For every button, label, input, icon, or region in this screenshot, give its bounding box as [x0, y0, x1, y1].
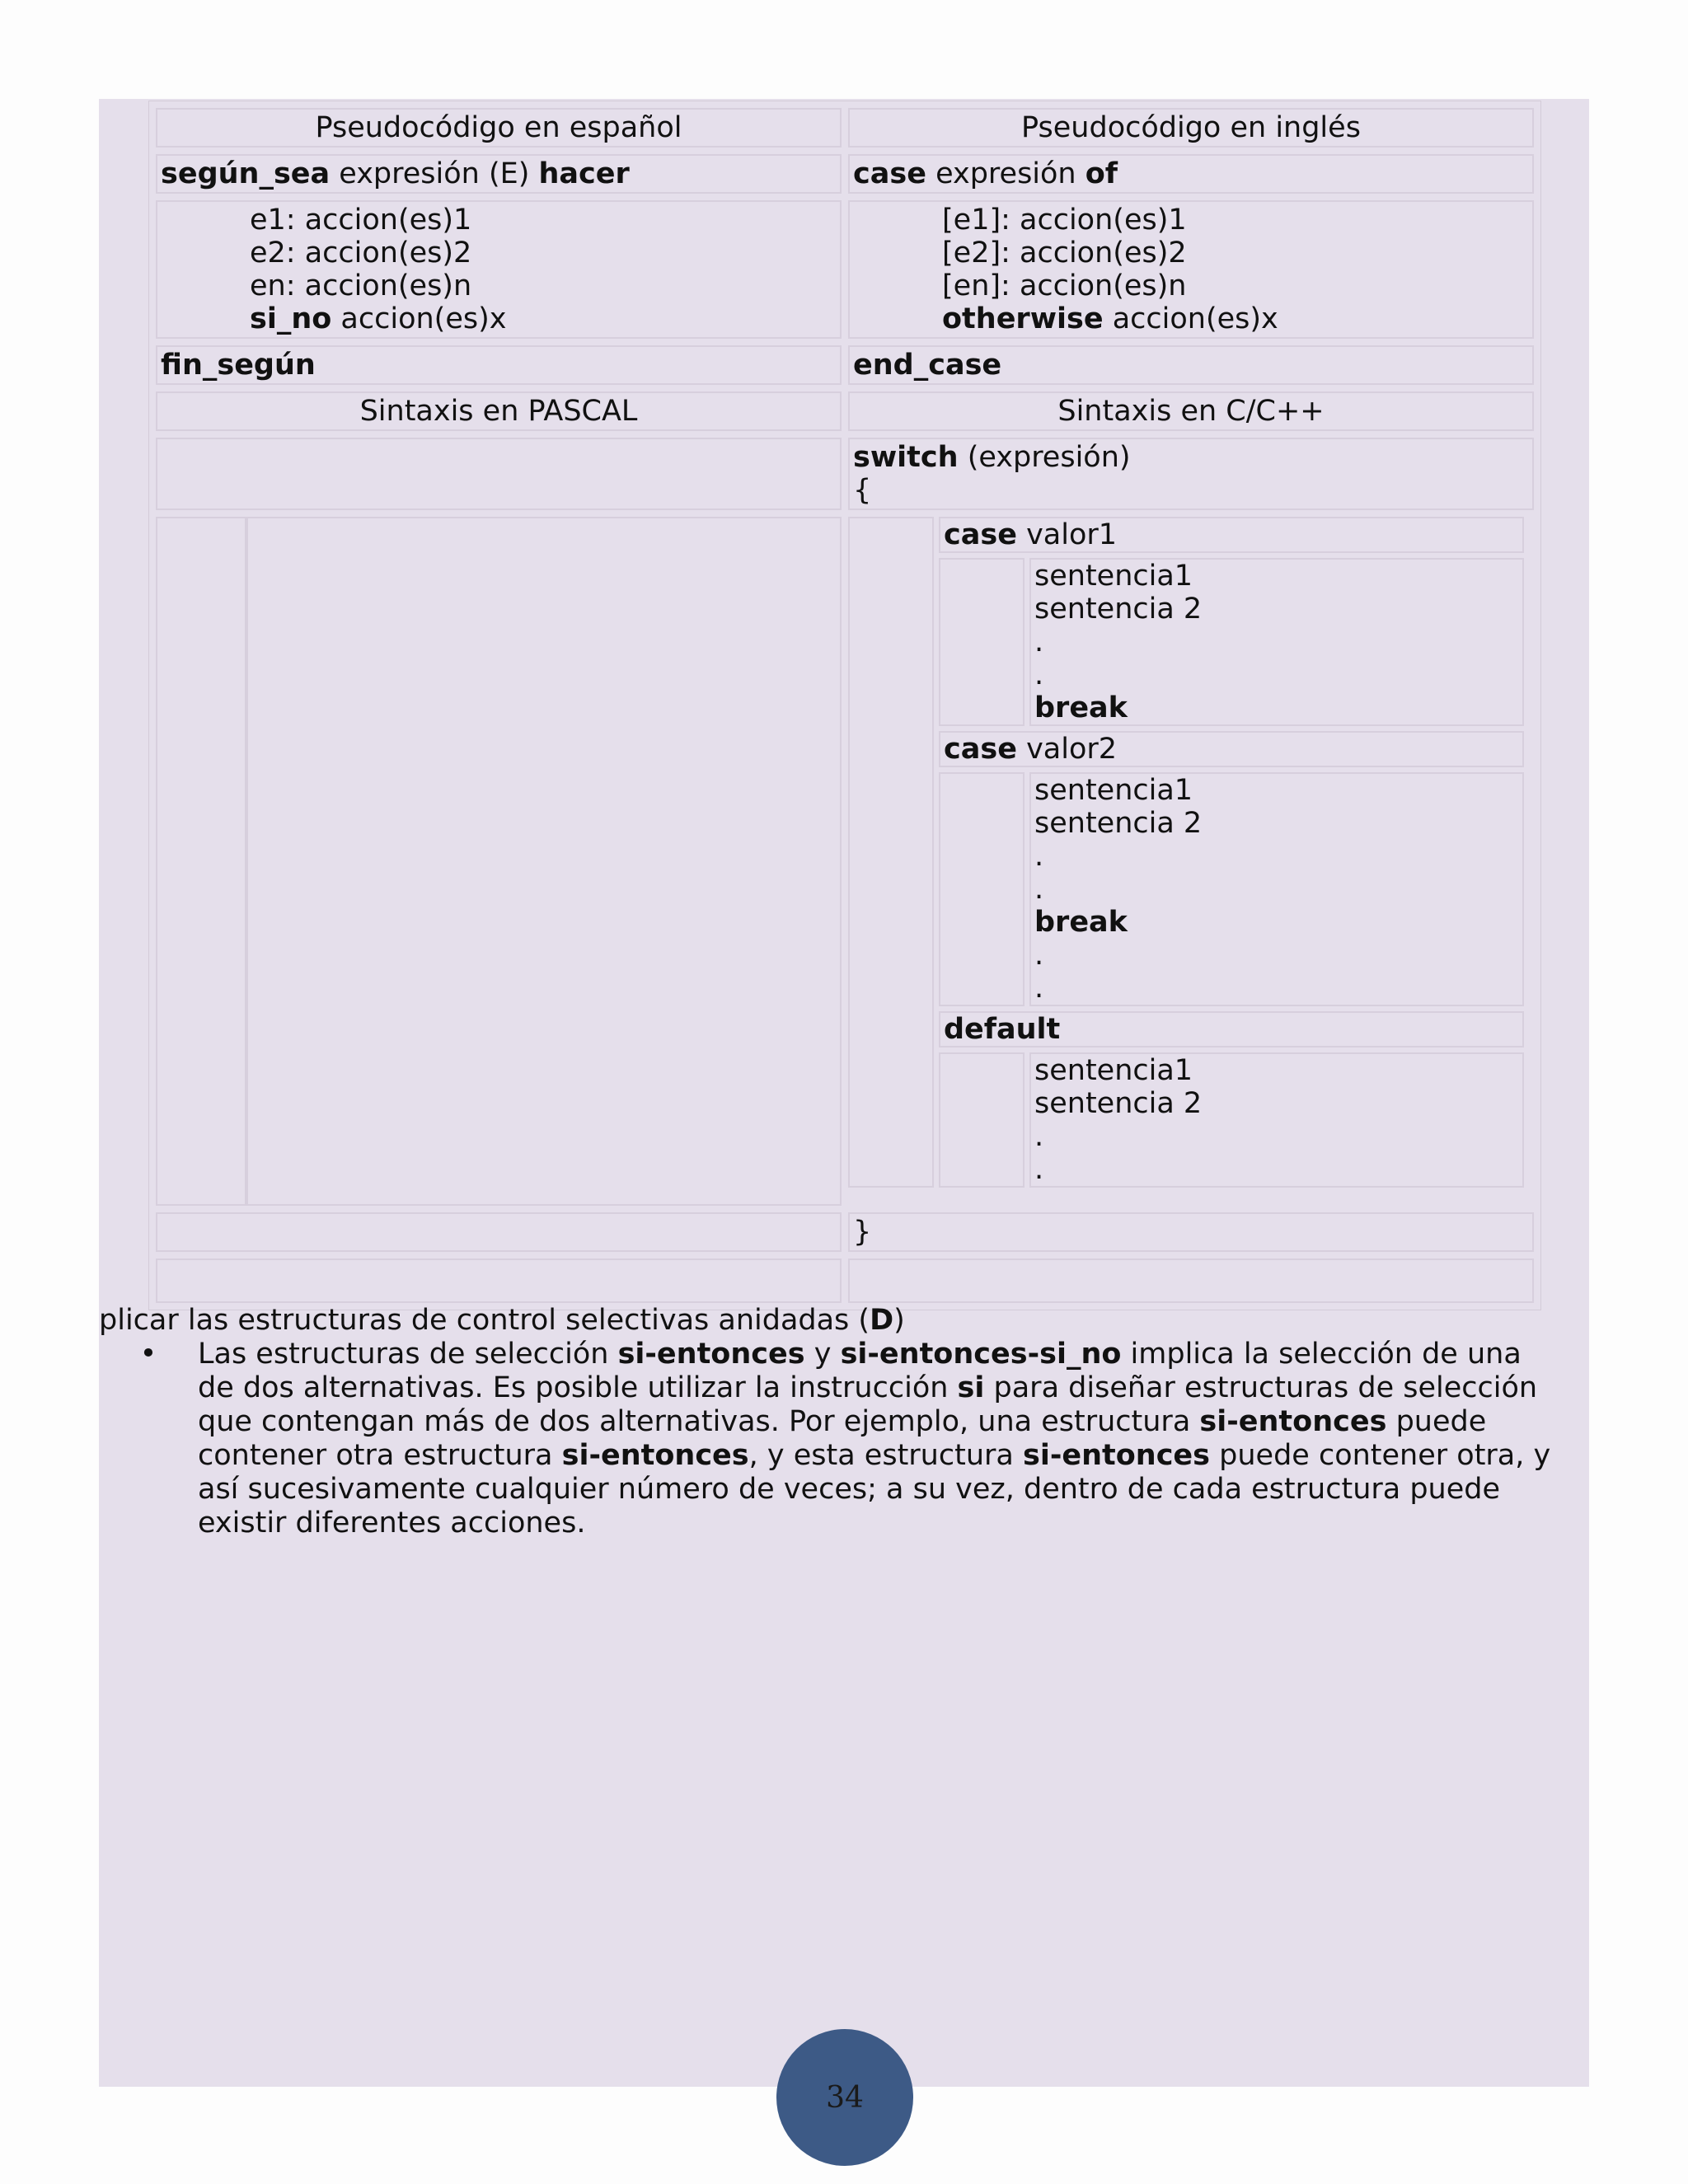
bullet-paragraph: Las estructuras de selección si-entonces y si-entonces-si_no implica la selección de una de dos alternativas. Es posible utilizar la instrucción si para diseñar estructuras de selección que contengan más de dos alternativas. Por ejemplo, una estructura si-entonces puede contener otra estructura si-entonces, y esta estructura si-entonces puede contener otra, y así sucesivamente cualquier número de veces; a su vez, dentro de cada estructura puede existir diferentes acciones. — [198, 1338, 1551, 1540]
pascal-nested-area — [156, 517, 842, 1206]
en-cases-block: [e1]: accion(es)1 [e2]: accion(es)2 [en]: accion(es)n otherwise accion(es)x — [848, 200, 1534, 339]
c-empty-3 — [848, 1258, 1534, 1303]
c-case-area — [848, 517, 1534, 1206]
pascal-indent-cell — [156, 517, 246, 1206]
bullet-item — [99, 1338, 1582, 1540]
c-case1-indent — [939, 558, 1025, 726]
section-heading: plicar las estructuras de control selectivas anidadas (D) — [99, 1304, 905, 1337]
c-default-indent — [939, 1052, 1025, 1188]
c-default: default — [939, 1011, 1524, 1047]
pascal-empty-3 — [156, 1258, 842, 1303]
c-case1-body: sentencia1 sentencia 2 . . break — [1029, 558, 1524, 726]
es-end: fin_según — [156, 345, 842, 385]
syntax-table — [148, 101, 1541, 1310]
pascal-body-cell — [246, 517, 842, 1206]
header-pascal: Sintaxis en PASCAL — [156, 391, 842, 431]
section-text — [99, 1304, 1582, 1540]
es-case-start: según_sea expresión (E) hacer — [156, 154, 842, 194]
c-default-body: sentencia1 sentencia 2 . . — [1029, 1052, 1524, 1188]
es-cases-block: e1: accion(es)1 e2: accion(es)2 en: accion(es)n si_no accion(es)x — [156, 200, 842, 339]
c-indent-cell — [848, 517, 934, 1188]
c-switch: switch (expresión) { — [848, 438, 1534, 510]
bullet-dot: • — [139, 1338, 157, 1371]
en-end: end_case — [848, 345, 1534, 385]
c-case2-indent — [939, 772, 1025, 1006]
en-case-start: case expresión of — [848, 154, 1534, 194]
header-pseudocode-en: Pseudocódigo en inglés — [848, 108, 1534, 148]
pascal-empty-2 — [156, 1212, 842, 1252]
c-case1: case valor1 — [939, 517, 1524, 553]
c-case2-body: sentencia1 sentencia 2 . . break . . — [1029, 772, 1524, 1006]
pascal-empty-1 — [156, 438, 842, 510]
page-number: 34 — [776, 2029, 913, 2166]
c-close-brace: } — [848, 1212, 1534, 1252]
header-c: Sintaxis en C/C++ — [848, 391, 1534, 431]
header-pseudocode-es: Pseudocódigo en español — [156, 108, 842, 148]
c-case2: case valor2 — [939, 731, 1524, 767]
